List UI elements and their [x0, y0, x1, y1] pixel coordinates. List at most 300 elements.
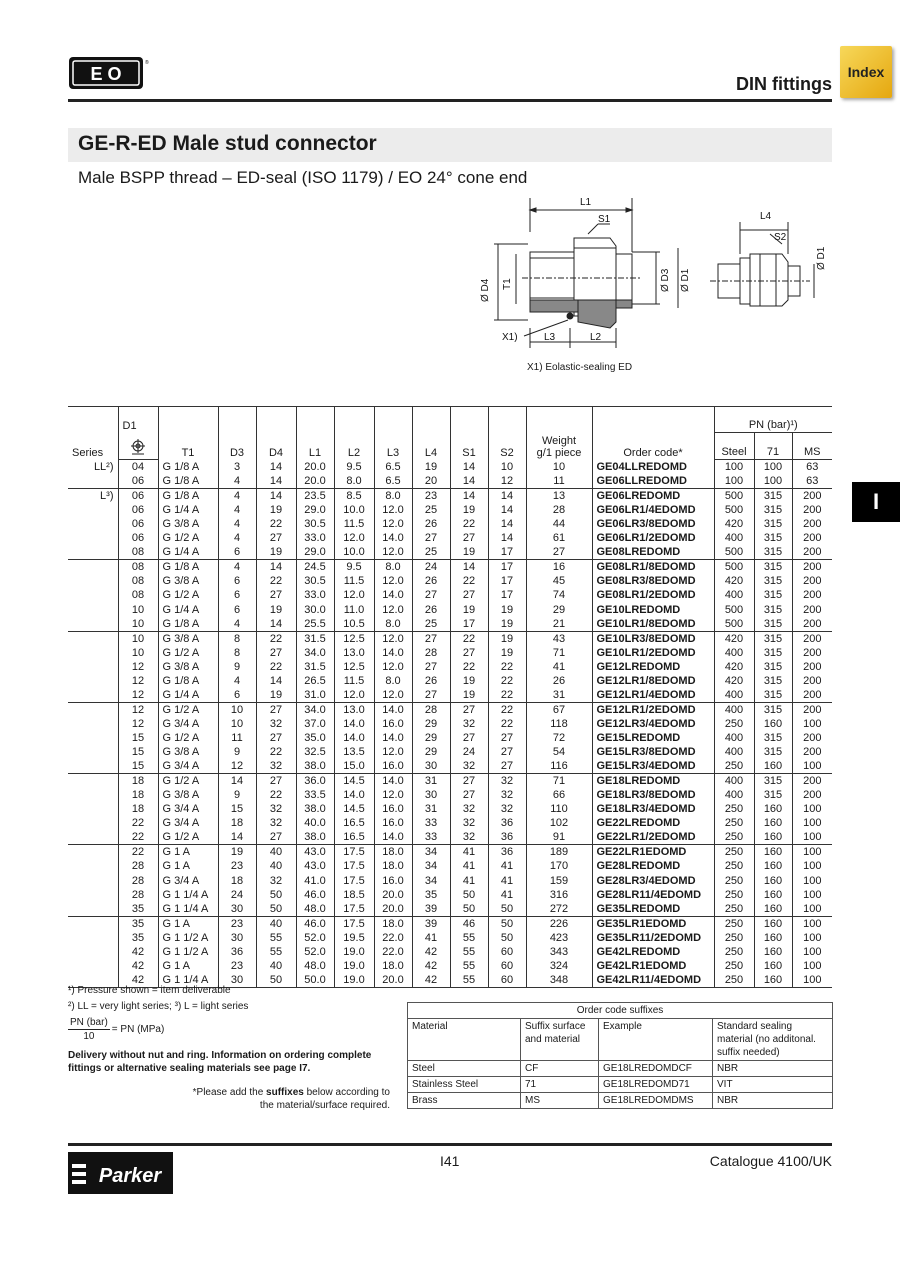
- cell-t1: G 1 1/4 A: [158, 888, 218, 902]
- catalogue-ref: Catalogue 4100/UK: [709, 1153, 832, 1169]
- cell-pn-71: 315: [754, 631, 792, 646]
- cell-pn-71: 315: [754, 560, 792, 575]
- cell-d1: 22: [118, 830, 158, 845]
- cell-d4: 22: [256, 788, 296, 802]
- cell-s2: 22: [488, 702, 526, 717]
- cell-l1: 50.0: [296, 973, 334, 988]
- cell-series: [68, 688, 118, 703]
- cell-series: [68, 902, 118, 917]
- cell-series: [68, 945, 118, 959]
- cell-l1: 46.0: [296, 916, 334, 931]
- svg-text:®: ®: [145, 60, 149, 66]
- cell-d3: 4: [218, 531, 256, 545]
- cell-order-code: GE18LR3/8EDOMD: [592, 788, 714, 802]
- cell-l3: 6.5: [374, 460, 412, 475]
- cell-series: [68, 845, 118, 860]
- cell-pn-ms: 100: [792, 717, 832, 731]
- cell-d3: 8: [218, 631, 256, 646]
- note-delivery: Delivery without nut and ring. Information on ordering complete fittings or alternative sealing materials see page I7.: [68, 1050, 372, 1074]
- cell-d1: 06: [118, 474, 158, 489]
- cell-d4: 27: [256, 731, 296, 745]
- cell-t1: G 1/4 A: [158, 602, 218, 616]
- cell-series: [68, 702, 118, 717]
- cell-l1: 48.0: [296, 902, 334, 917]
- cell-d4: 27: [256, 646, 296, 660]
- cell-d4: 14: [256, 674, 296, 688]
- cell-l1: 38.0: [296, 759, 334, 774]
- cell-l2: 17.5: [334, 916, 374, 931]
- cell-d3: 23: [218, 859, 256, 873]
- cell-pn-71: 315: [754, 745, 792, 759]
- cell-s1: 19: [450, 503, 488, 517]
- spec-table-body: [68, 460, 832, 988]
- table-row: [68, 531, 832, 545]
- cell-d4: 27: [256, 774, 296, 789]
- cell-series: [68, 802, 118, 816]
- cell-pn-ms: 200: [792, 731, 832, 745]
- cell-l1: 52.0: [296, 931, 334, 945]
- cell-d4: 19: [256, 503, 296, 517]
- cell-s1: 32: [450, 759, 488, 774]
- cell-l2: 17.5: [334, 845, 374, 860]
- cell-d1: 12: [118, 688, 158, 703]
- cell-series: [68, 545, 118, 560]
- cell-l1: 43.0: [296, 845, 334, 860]
- table-row: [68, 688, 832, 703]
- col-weight: Weight g/1 piece: [526, 407, 592, 460]
- cell-s1: 32: [450, 830, 488, 845]
- cell-pn-71: 100: [754, 474, 792, 489]
- cell-s2: 60: [488, 973, 526, 988]
- col-series: Series: [72, 446, 104, 459]
- cell-pn-71: 315: [754, 517, 792, 531]
- cell-pn-71: 315: [754, 602, 792, 616]
- suffix-row: [408, 1093, 833, 1109]
- cell-l3: 8.0: [374, 489, 412, 504]
- cell-pn-steel: 250: [714, 859, 754, 873]
- cell-l2: 13.0: [334, 646, 374, 660]
- cell-l3: 20.0: [374, 973, 412, 988]
- spec-table: [68, 406, 832, 988]
- cell-s2: 14: [488, 489, 526, 504]
- cell-s1: 32: [450, 802, 488, 816]
- cell-d4: 27: [256, 702, 296, 717]
- cell-d3: 23: [218, 959, 256, 973]
- cell-series: [68, 474, 118, 489]
- cell-weight: 316: [526, 888, 592, 902]
- cell-d4: 55: [256, 931, 296, 945]
- cell-pn-71: 315: [754, 574, 792, 588]
- cell-l1: 29.0: [296, 503, 334, 517]
- cell-d3: 6: [218, 574, 256, 588]
- cell-l2: 19.0: [334, 959, 374, 973]
- cell-d3: 11: [218, 731, 256, 745]
- dim-l3: L3: [544, 332, 556, 343]
- table-row: [68, 959, 832, 973]
- cell-l4: 30: [412, 788, 450, 802]
- cell-order-code: GE06LR1/2EDOMD: [592, 531, 714, 545]
- cell-l4: 42: [412, 945, 450, 959]
- cell-pn-steel: 100: [714, 474, 754, 489]
- cell-pn-ms: 200: [792, 788, 832, 802]
- table-row: [68, 702, 832, 717]
- cell-l3: 12.0: [374, 602, 412, 616]
- col-71: 71: [754, 433, 792, 460]
- cell-s1: 14: [450, 489, 488, 504]
- cell-l3: 18.0: [374, 845, 412, 860]
- cell-d3: 18: [218, 874, 256, 888]
- cell-weight: 31: [526, 688, 592, 703]
- cell-l3: 12.0: [374, 745, 412, 759]
- cell-weight: 44: [526, 517, 592, 531]
- cell-order-code: GE12LR1/4EDOMD: [592, 688, 714, 703]
- cell-l2: 15.0: [334, 759, 374, 774]
- cell-weight: 72: [526, 731, 592, 745]
- cell-pn-ms: 200: [792, 646, 832, 660]
- fitting-drawing: [470, 192, 840, 382]
- cell-l3: 22.0: [374, 931, 412, 945]
- cell-series: [68, 959, 118, 973]
- cell-pn-ms: 200: [792, 517, 832, 531]
- cell-d4: 22: [256, 631, 296, 646]
- cell-l1: 34.0: [296, 646, 334, 660]
- cell-pn-steel: 250: [714, 816, 754, 830]
- cell-pn-71: 160: [754, 717, 792, 731]
- cell-l4: 41: [412, 931, 450, 945]
- cell-t1: G 1/2 A: [158, 830, 218, 845]
- table-row: [68, 931, 832, 945]
- cell-pn-71: 160: [754, 759, 792, 774]
- cell-weight: 324: [526, 959, 592, 973]
- cell-d1: 12: [118, 702, 158, 717]
- cell-l3: 18.0: [374, 916, 412, 931]
- cell-pn-71: 160: [754, 802, 792, 816]
- cell-d1: 12: [118, 674, 158, 688]
- cell-order-code: GE35LR11/2EDOMD: [592, 931, 714, 945]
- cell-d1: 28: [118, 874, 158, 888]
- cell-pn-ms: 200: [792, 560, 832, 575]
- cell-pn-71: 160: [754, 931, 792, 945]
- cell-l4: 27: [412, 660, 450, 674]
- cell-s2: 19: [488, 602, 526, 616]
- cell-pn-ms: 100: [792, 931, 832, 945]
- cell-series: [68, 674, 118, 688]
- cell-series: [68, 788, 118, 802]
- cell-series: [68, 888, 118, 902]
- cell-pn-steel: 250: [714, 874, 754, 888]
- cell-l1: 33.0: [296, 588, 334, 602]
- cell-s2: 19: [488, 631, 526, 646]
- cell-pn-71: 315: [754, 531, 792, 545]
- cell-s1: 14: [450, 474, 488, 489]
- cell-l3: 20.0: [374, 902, 412, 917]
- parker-logo: [68, 1152, 173, 1194]
- cell-l2: 10.0: [334, 503, 374, 517]
- cell-series: [68, 560, 118, 575]
- cell-s1: 32: [450, 717, 488, 731]
- cell-s1: 27: [450, 702, 488, 717]
- cell-d4: 32: [256, 874, 296, 888]
- cell-d1: 18: [118, 774, 158, 789]
- cell-weight: 16: [526, 560, 592, 575]
- cell-t1: G 1/4 A: [158, 503, 218, 517]
- cell-s2: 60: [488, 959, 526, 973]
- table-row: [68, 560, 832, 575]
- table-row: [68, 489, 832, 504]
- cell-d3: 4: [218, 503, 256, 517]
- cell-d4: 27: [256, 588, 296, 602]
- cell-t1: G 1/8 A: [158, 460, 218, 475]
- cell-weight: 28: [526, 503, 592, 517]
- cell-order-code: GE35LR1EDOMD: [592, 916, 714, 931]
- cell-l2: 14.5: [334, 802, 374, 816]
- cell-l4: 34: [412, 874, 450, 888]
- cell-weight: 41: [526, 660, 592, 674]
- cell-pn-71: 315: [754, 731, 792, 745]
- cell-pn-71: 160: [754, 902, 792, 917]
- cell-pn-71: 315: [754, 588, 792, 602]
- cell-pn-ms: 100: [792, 845, 832, 860]
- cell-d3: 30: [218, 902, 256, 917]
- cell-l2: 16.5: [334, 816, 374, 830]
- cell-s2: 12: [488, 474, 526, 489]
- cell-order-code: GE18LR3/4EDOMD: [592, 802, 714, 816]
- cell-d4: 50: [256, 888, 296, 902]
- cell-l3: 12.0: [374, 788, 412, 802]
- cell-l2: 14.0: [334, 731, 374, 745]
- cell-s2: 17: [488, 545, 526, 560]
- cell-s2: 19: [488, 617, 526, 632]
- cell-l3: 16.0: [374, 717, 412, 731]
- cell-l1: 43.0: [296, 859, 334, 873]
- cell-pn-ms: 200: [792, 688, 832, 703]
- cell-l1: 48.0: [296, 959, 334, 973]
- drawing-caption: X1) Eolastic-sealing ED: [527, 362, 633, 373]
- cell-d3: 9: [218, 745, 256, 759]
- cell-s1: 32: [450, 816, 488, 830]
- cell-l4: 34: [412, 859, 450, 873]
- cell-t1: G 1/2 A: [158, 774, 218, 789]
- cell-d1: 28: [118, 859, 158, 873]
- cell-s1: 19: [450, 545, 488, 560]
- table-row: [68, 474, 832, 489]
- cell-l2: 14.5: [334, 774, 374, 789]
- cell-t1: G 3/8 A: [158, 517, 218, 531]
- cell-pn-ms: 100: [792, 874, 832, 888]
- cell-d1: 22: [118, 816, 158, 830]
- cell-weight: 110: [526, 802, 592, 816]
- note-suffix: *Please add the suffixes below according to the material/surface required.: [192, 1087, 390, 1111]
- cell-s2: 60: [488, 945, 526, 959]
- suffix-cell: GE18LREDOMDCF: [599, 1061, 713, 1077]
- cell-l2: 10.5: [334, 617, 374, 632]
- cell-l3: 8.0: [374, 560, 412, 575]
- cell-weight: 27: [526, 545, 592, 560]
- table-row: [68, 830, 832, 845]
- table-row: [68, 788, 832, 802]
- cell-d1: 35: [118, 916, 158, 931]
- dim-d3: Ø D3: [660, 268, 671, 292]
- cell-l4: 27: [412, 688, 450, 703]
- cell-l3: 8.0: [374, 674, 412, 688]
- cell-l4: 26: [412, 574, 450, 588]
- cell-l3: 12.0: [374, 517, 412, 531]
- cell-l2: 16.5: [334, 830, 374, 845]
- cell-s1: 55: [450, 959, 488, 973]
- cell-t1: G 1 A: [158, 845, 218, 860]
- cell-s1: 50: [450, 902, 488, 917]
- dim-d1-right: Ø D1: [816, 246, 827, 270]
- cell-d4: 14: [256, 489, 296, 504]
- cell-series: [68, 531, 118, 545]
- cell-order-code: GE12LR3/4EDOMD: [592, 717, 714, 731]
- cell-l1: 36.0: [296, 774, 334, 789]
- cell-l2: 11.5: [334, 517, 374, 531]
- cell-d4: 14: [256, 474, 296, 489]
- page-subtitle: Male BSPP thread – ED-seal (ISO 1179) / EO 24° cone end: [78, 168, 528, 187]
- table-row: [68, 888, 832, 902]
- cell-pn-71: 315: [754, 660, 792, 674]
- dim-s1: S1: [598, 214, 611, 225]
- cell-d1: 15: [118, 759, 158, 774]
- cell-pn-steel: 400: [714, 788, 754, 802]
- suffix-cell: Stainless Steel: [408, 1077, 521, 1093]
- cell-pn-ms: 100: [792, 973, 832, 988]
- cell-s1: 22: [450, 517, 488, 531]
- cell-weight: 170: [526, 859, 592, 873]
- cell-d3: 3: [218, 460, 256, 475]
- cell-series: [68, 931, 118, 945]
- suffix-col-example: Example: [599, 1019, 713, 1061]
- dim-l1: L1: [580, 197, 592, 208]
- cell-pn-71: 315: [754, 702, 792, 717]
- cell-d4: 22: [256, 660, 296, 674]
- suffix-cell: GE18LREDOMDMS: [599, 1093, 713, 1109]
- cell-weight: 423: [526, 931, 592, 945]
- cell-d1: 10: [118, 602, 158, 616]
- suffix-cell: GE18LREDOMD71: [599, 1077, 713, 1093]
- dim-t1: T1: [502, 278, 513, 290]
- cell-l2: 19.0: [334, 945, 374, 959]
- suffix-caption: Order code suffixes: [408, 1003, 833, 1019]
- cell-order-code: GE08LREDOMD: [592, 545, 714, 560]
- cell-d1: 28: [118, 888, 158, 902]
- cell-l3: 14.0: [374, 774, 412, 789]
- cell-pn-71: 160: [754, 916, 792, 931]
- cell-pn-steel: 100: [714, 460, 754, 475]
- cell-pn-71: 160: [754, 888, 792, 902]
- cell-l3: 12.0: [374, 574, 412, 588]
- cell-s1: 19: [450, 688, 488, 703]
- cell-l4: 34: [412, 845, 450, 860]
- cell-l2: 12.5: [334, 631, 374, 646]
- cell-s2: 50: [488, 931, 526, 945]
- cell-series: [68, 631, 118, 646]
- cell-l3: 12.0: [374, 503, 412, 517]
- cell-l2: 13.0: [334, 702, 374, 717]
- cell-d1: 08: [118, 545, 158, 560]
- cell-t1: G 1/2 A: [158, 731, 218, 745]
- cell-s2: 41: [488, 888, 526, 902]
- dim-l2: L2: [590, 332, 602, 343]
- cell-d4: 40: [256, 916, 296, 931]
- cell-order-code: GE28LREDOMD: [592, 859, 714, 873]
- cell-pn-steel: 250: [714, 902, 754, 917]
- col-d4: D4: [256, 407, 296, 460]
- cell-s2: 22: [488, 688, 526, 703]
- cell-d3: 10: [218, 717, 256, 731]
- cell-pn-ms: 200: [792, 574, 832, 588]
- cell-d1: 06: [118, 517, 158, 531]
- col-t1: T1: [158, 407, 218, 460]
- footnotes: [68, 984, 398, 1075]
- cell-pn-ms: 200: [792, 489, 832, 504]
- cell-d1: 06: [118, 531, 158, 545]
- dim-d4: Ø D4: [480, 278, 491, 302]
- cell-order-code: GE22LR1/2EDOMD: [592, 830, 714, 845]
- cell-d3: 4: [218, 674, 256, 688]
- suffix-cell: Brass: [408, 1093, 521, 1109]
- cell-d4: 55: [256, 945, 296, 959]
- cell-weight: 159: [526, 874, 592, 888]
- cell-l1: 31.0: [296, 688, 334, 703]
- cell-s2: 27: [488, 731, 526, 745]
- suffix-table: [407, 1002, 833, 1109]
- cell-weight: 45: [526, 574, 592, 588]
- cell-t1: G 1 A: [158, 959, 218, 973]
- cell-l1: 31.5: [296, 631, 334, 646]
- cell-d4: 27: [256, 531, 296, 545]
- col-l2: L2: [334, 407, 374, 460]
- col-l3: L3: [374, 407, 412, 460]
- cell-d3: 12: [218, 759, 256, 774]
- cell-s2: 19: [488, 646, 526, 660]
- cell-t1: G 1/4 A: [158, 688, 218, 703]
- cell-s1: 24: [450, 745, 488, 759]
- side-tab[interactable]: I: [852, 482, 900, 522]
- cell-series: [68, 503, 118, 517]
- cell-s2: 17: [488, 560, 526, 575]
- index-tab[interactable]: Index: [840, 46, 892, 98]
- cell-pn-ms: 63: [792, 474, 832, 489]
- table-row: [68, 916, 832, 931]
- cell-t1: G 1/2 A: [158, 646, 218, 660]
- cell-d1: 12: [118, 717, 158, 731]
- top-rule: [68, 99, 832, 102]
- cell-d4: 22: [256, 574, 296, 588]
- cell-s1: 46: [450, 916, 488, 931]
- cell-s2: 41: [488, 874, 526, 888]
- cell-d4: 19: [256, 545, 296, 560]
- cell-d4: 14: [256, 617, 296, 632]
- cell-l3: 14.0: [374, 731, 412, 745]
- cell-l1: 38.0: [296, 830, 334, 845]
- cell-l1: 29.0: [296, 545, 334, 560]
- cell-weight: 102: [526, 816, 592, 830]
- cell-l4: 35: [412, 888, 450, 902]
- table-row: [68, 774, 832, 789]
- cell-l2: 19.0: [334, 973, 374, 988]
- cell-l2: 17.5: [334, 859, 374, 873]
- cell-series: [68, 602, 118, 616]
- cell-d3: 6: [218, 602, 256, 616]
- cell-l4: 28: [412, 646, 450, 660]
- cell-l2: 8.5: [334, 489, 374, 504]
- cell-d4: 32: [256, 802, 296, 816]
- cell-t1: G 1 1/4 A: [158, 973, 218, 988]
- cell-l3: 6.5: [374, 474, 412, 489]
- cell-weight: 21: [526, 617, 592, 632]
